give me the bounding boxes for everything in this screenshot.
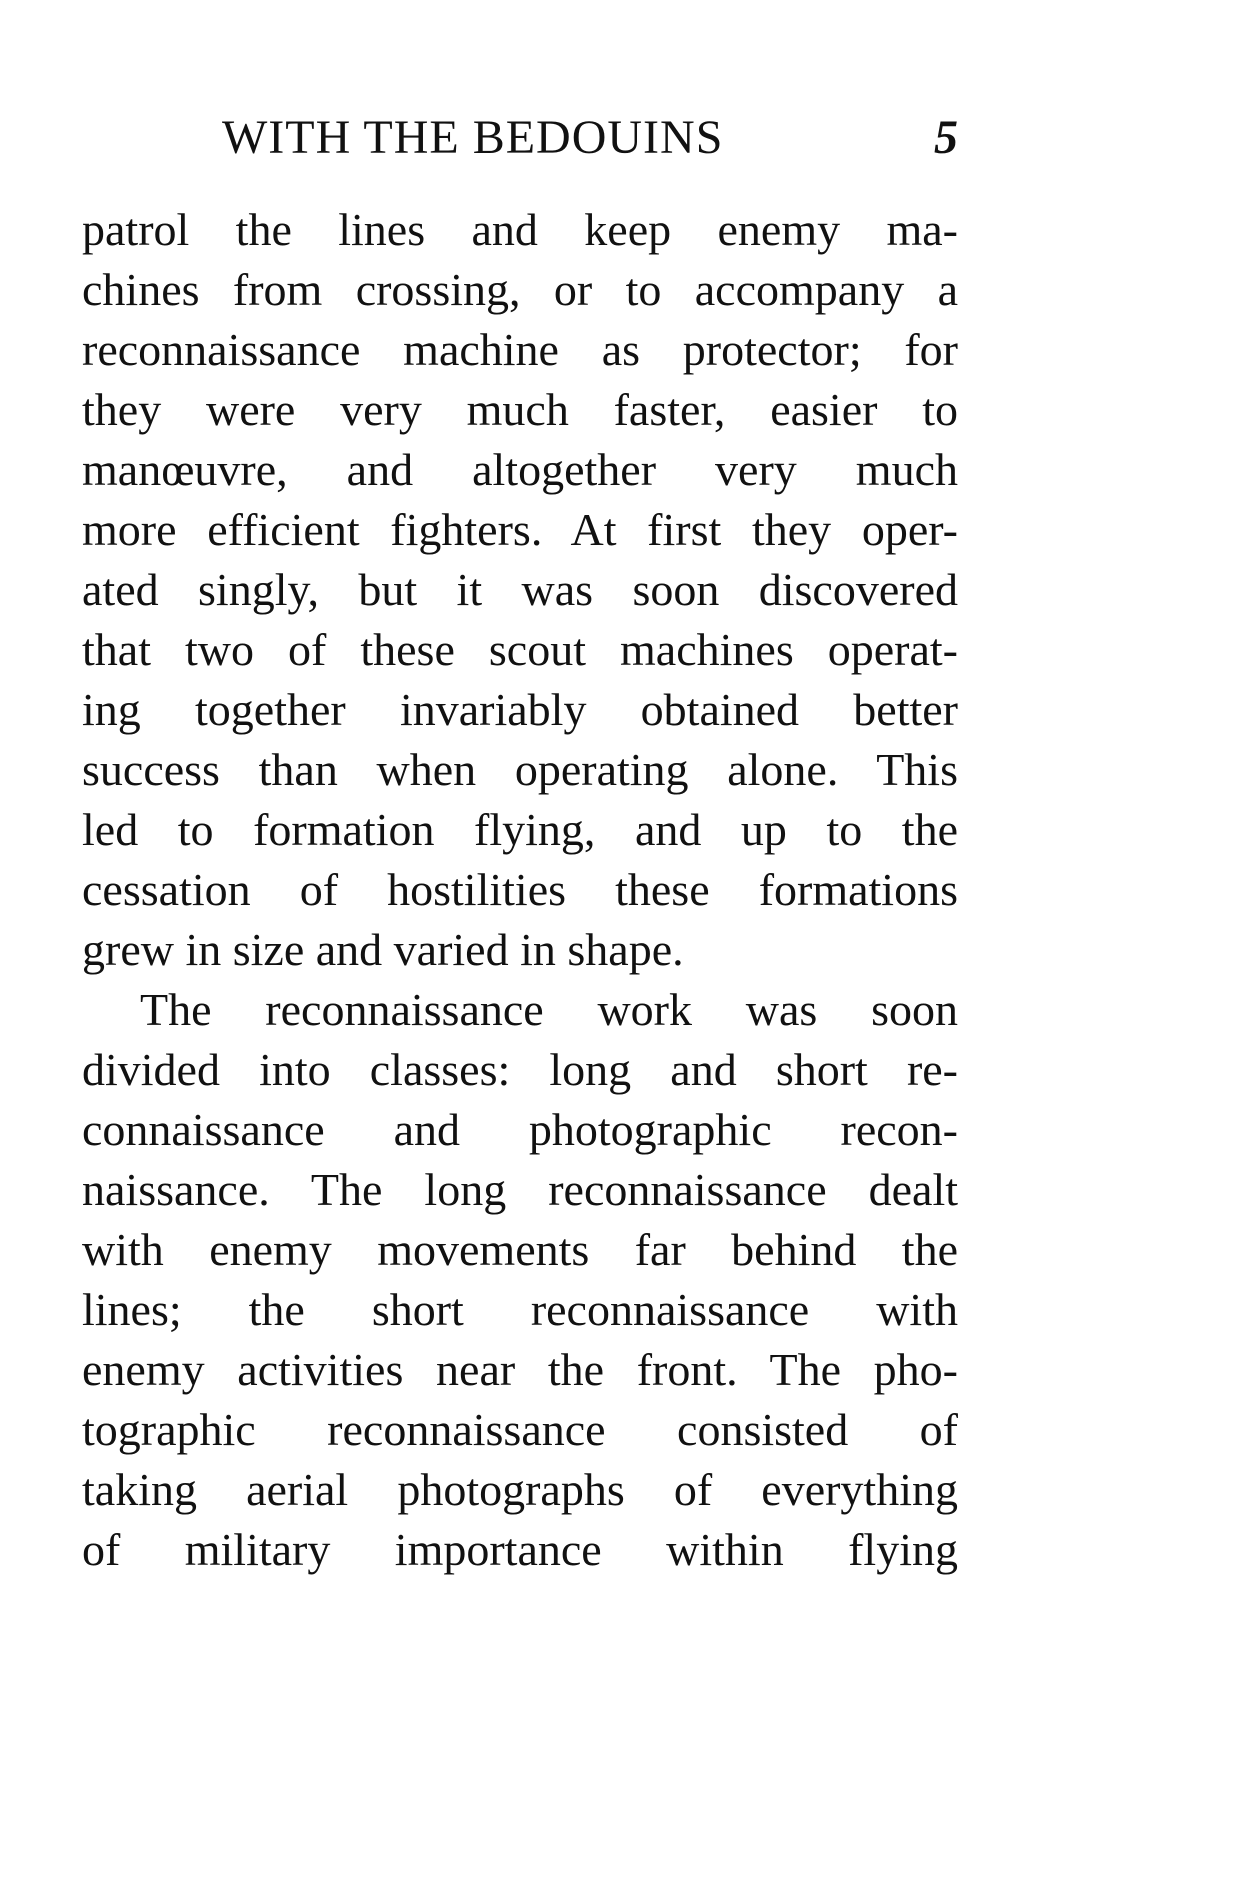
- text-line: patrol the lines and keep enemy ma-: [82, 204, 958, 255]
- page-number: 5: [934, 111, 958, 164]
- running-head: [82, 108, 958, 168]
- text-line: ated singly, but it was soon discovered: [82, 564, 958, 615]
- text-line: connaissance and photographic recon-: [82, 1104, 958, 1155]
- text-line: with enemy movements far behind the: [82, 1224, 958, 1275]
- text-line: reconnaissance machine as protector; for: [82, 324, 958, 375]
- text-line: of military importance within flying: [82, 1524, 958, 1575]
- text-line: that two of these scout machines operat-: [82, 624, 958, 675]
- paragraph-1: [82, 200, 958, 980]
- text-line: chines from crossing, or to accompany a: [82, 264, 958, 315]
- text-line: lines; the short reconnaissance with: [82, 1284, 958, 1335]
- text-line: they were very much faster, easier to: [82, 384, 958, 435]
- text-line: enemy activities near the front. The pho-: [82, 1344, 958, 1395]
- paragraph-2: [82, 980, 958, 1580]
- running-title: WITH THE BEDOUINS: [222, 111, 724, 164]
- body-text: [82, 200, 958, 1580]
- text-line: manœuvre, and altogether very much: [82, 444, 958, 495]
- text-line: ing together invariably obtained better: [82, 684, 958, 735]
- text-line: naissance. The long reconnaissance dealt: [82, 1164, 958, 1215]
- text-line: success than when operating alone. This: [82, 744, 958, 795]
- text-line: tographic reconnaissance consisted of: [82, 1404, 958, 1455]
- text-line: The reconnaissance work was soon: [140, 984, 958, 1035]
- text-line: cessation of hostilities these formations: [82, 864, 958, 915]
- text-line: taking aerial photographs of everything: [82, 1464, 958, 1515]
- text-line: led to formation flying, and up to the: [82, 804, 958, 855]
- text-line: grew in size and varied in shape.: [82, 924, 684, 975]
- text-line: more efficient fighters. At first they oper-: [82, 504, 958, 555]
- text-line: divided into classes: long and short re-: [82, 1044, 958, 1095]
